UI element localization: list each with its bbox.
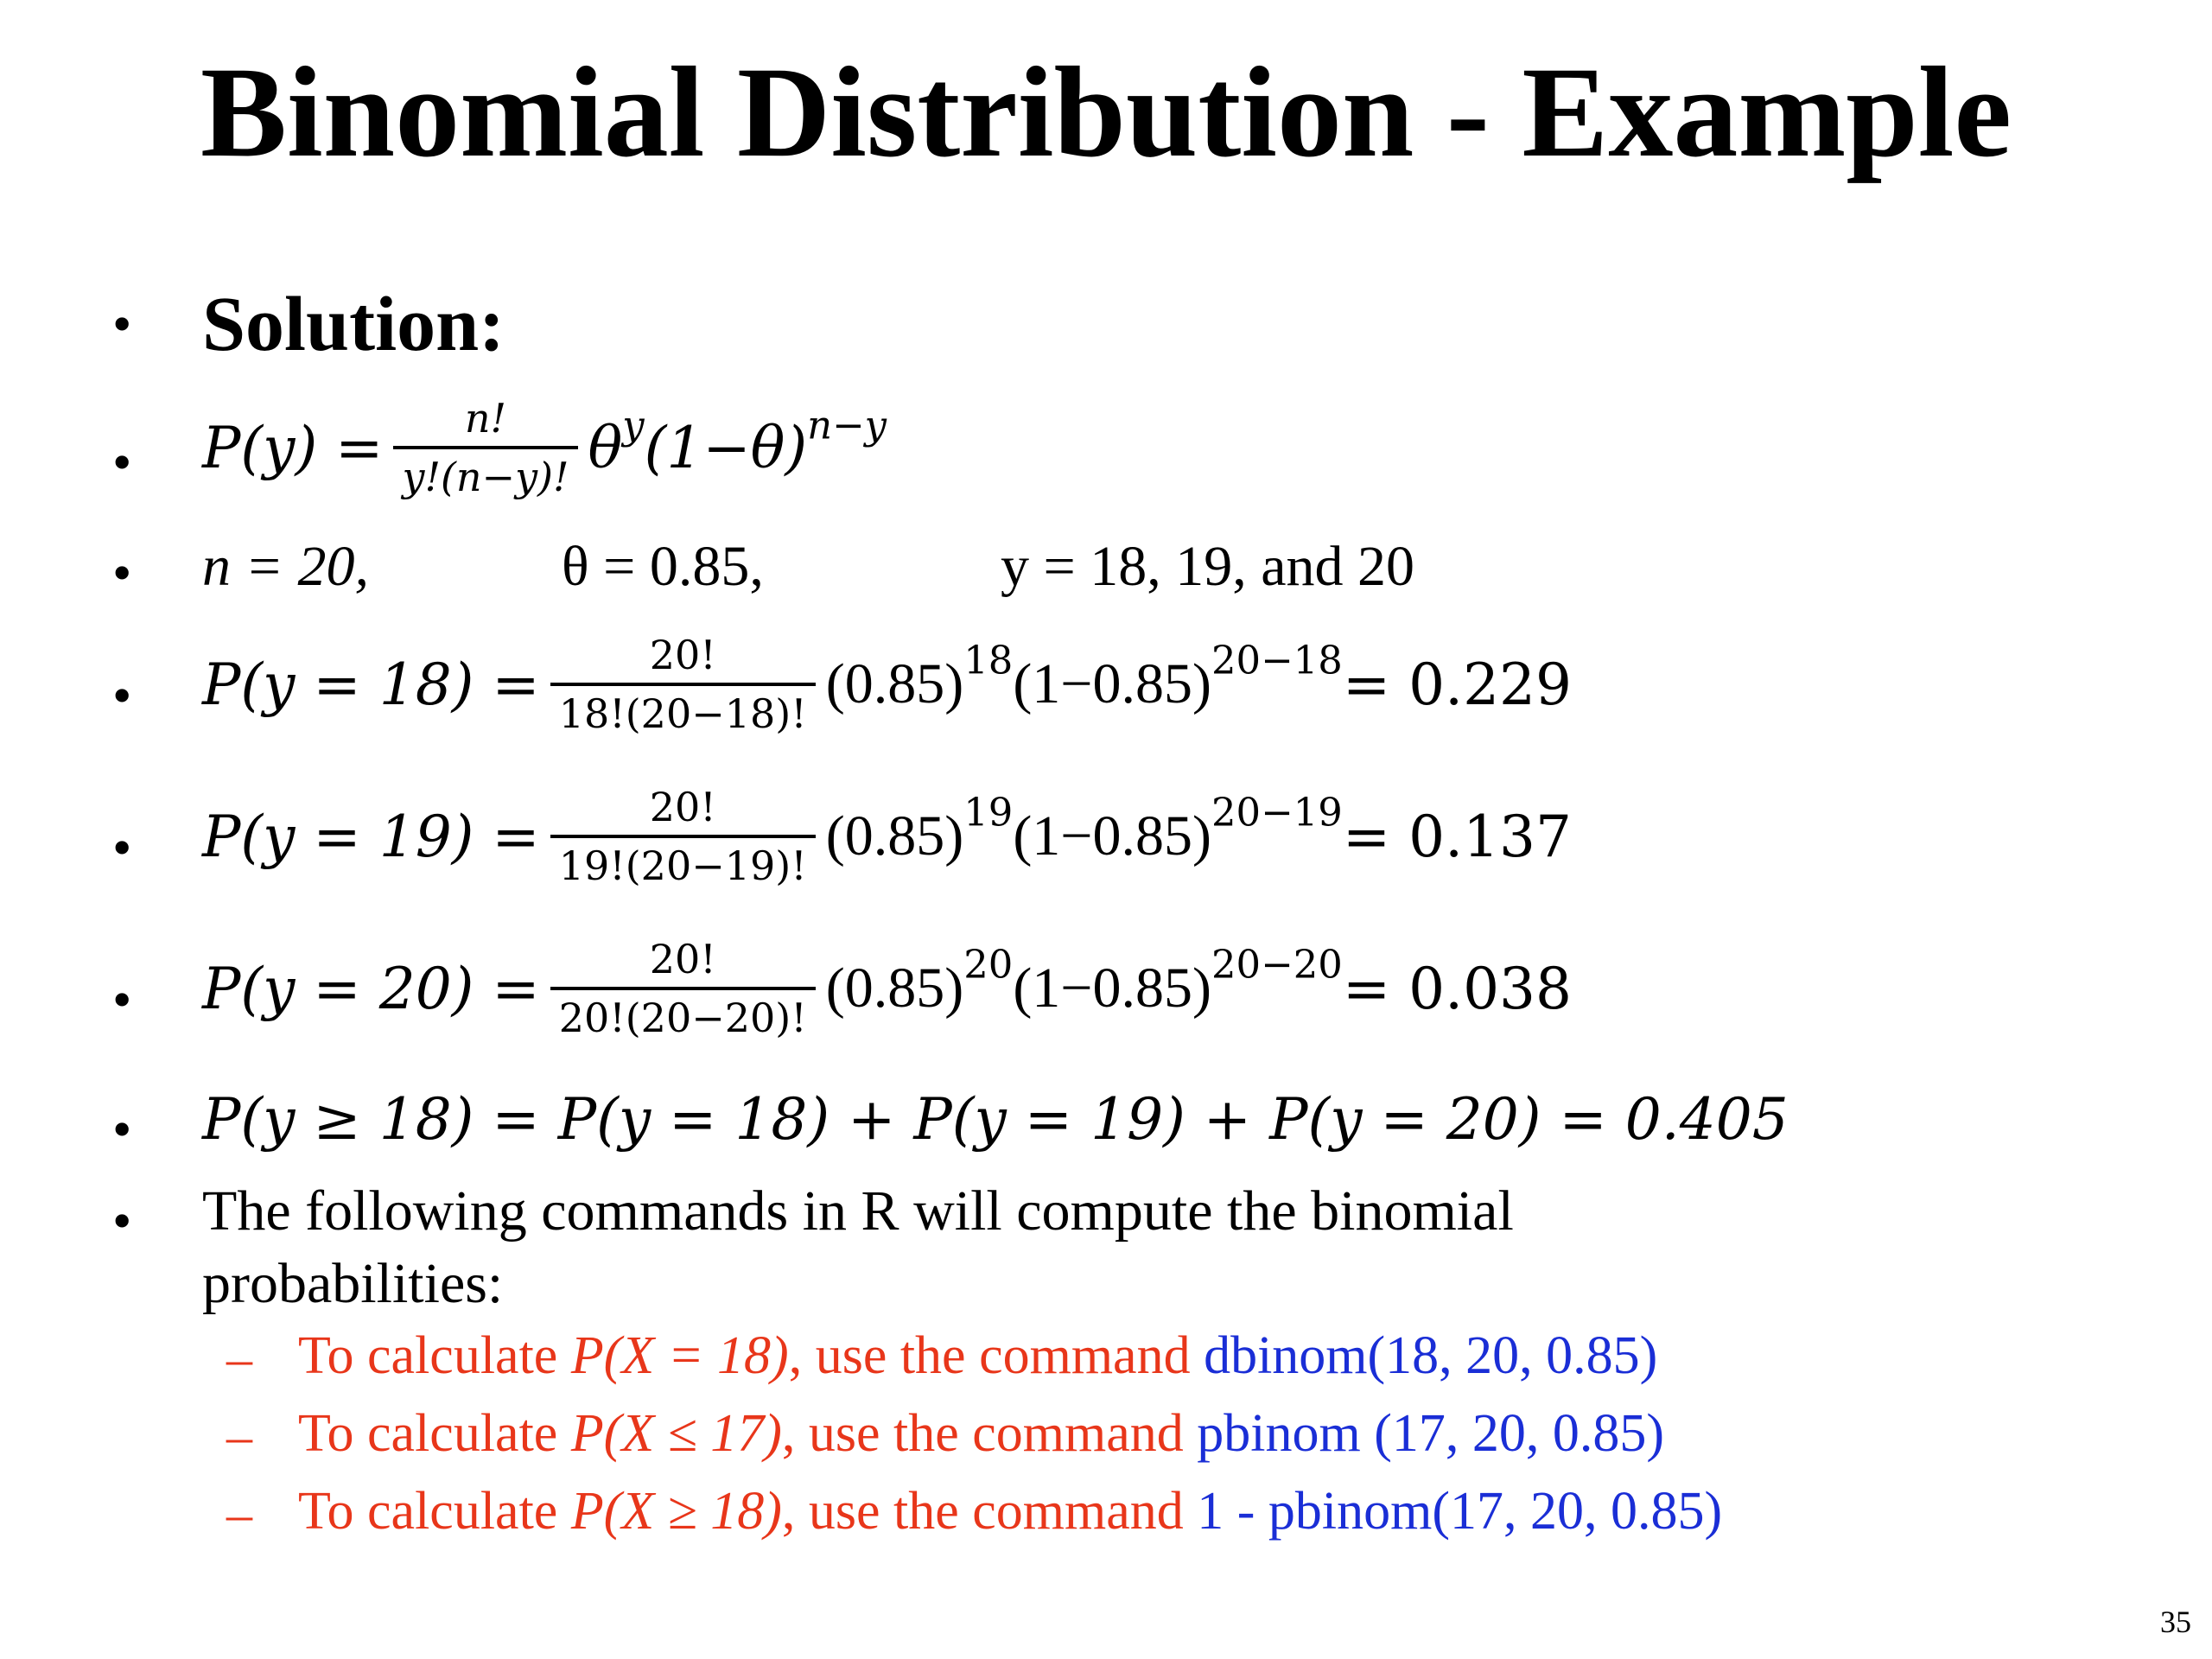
complement-term: $(1-\theta)^{n-y}$ <box>644 401 887 481</box>
fraction-denominator: 19!(20−19)! <box>550 835 816 890</box>
prob-19-result: = 0.137 <box>1342 803 1573 870</box>
prob-19-expression: $(0.85)^{19}(1-0.85)^{20-19}$ <box>825 789 1343 868</box>
r-command: pbinom (17, 20, 0.85) <box>1197 1404 1665 1463</box>
prob-20-result: = 0.038 <box>1342 955 1573 1022</box>
prob-20-row <box>202 935 1572 1042</box>
prob-18-row <box>202 631 1572 738</box>
formula-lhs: P(y) = <box>202 414 384 481</box>
formula-fraction <box>393 394 577 501</box>
prob-19-lhs: P(y = 19) = <box>202 803 540 870</box>
r-command: dbinom(18, 20, 0.85) <box>1204 1326 1658 1385</box>
r-intro-line1: The following commands in R will compute the binomial <box>202 1179 1514 1243</box>
fraction-denominator: 20!(20−20)! <box>550 987 816 1042</box>
prob-19-fraction <box>550 783 816 890</box>
prob-18-lhs: P(y = 18) = <box>202 651 540 718</box>
prob-18-result: = 0.229 <box>1342 651 1573 718</box>
fraction-numerator: 20! <box>649 936 716 982</box>
param-theta: θ = 0.85, <box>562 535 764 598</box>
prob-20-lhs: P(y = 20) = <box>202 955 540 1022</box>
prob-19-row <box>202 783 1572 890</box>
sub-bullet-dbinom: To calculate P(X = 18), use the command dbinom(18, 20, 0.85) <box>298 1326 1658 1385</box>
r-intro-line2: probabilities: <box>202 1252 504 1315</box>
sub-bullet-dash: – <box>226 1330 252 1387</box>
fraction-numerator: 20! <box>649 784 716 830</box>
sub-bullet-dash: – <box>226 1485 252 1542</box>
page-number: 35 <box>2160 1605 2191 1639</box>
prob-20-fraction <box>550 935 816 1042</box>
cumulative-probability: P(y ≥ 18) = P(y = 18) + P(y = 19) + P(y = 20) = 0.405 <box>202 1086 1789 1153</box>
fraction-numerator: 20! <box>649 632 716 678</box>
solution-label: Solution: <box>202 282 505 367</box>
param-n: n = 20, <box>202 535 370 598</box>
prob-18-fraction <box>550 631 816 738</box>
bullet-dot: • <box>112 293 132 354</box>
pmf-formula <box>202 394 887 501</box>
parameters <box>202 532 369 601</box>
sub-bullet-complement: To calculate P(X ≥ 18), use the command 1 - pbinom(17, 20, 0.85) <box>298 1482 1723 1541</box>
theta-term: $\theta^y$ <box>588 401 645 481</box>
bullet-dot: • <box>112 969 132 1030</box>
bullet-dot: • <box>112 664 132 726</box>
bullet-dot: • <box>112 1098 132 1160</box>
r-command: 1 - pbinom(17, 20, 0.85) <box>1197 1482 1723 1541</box>
prob-20-expression: $(0.85)^{20}(1-0.85)^{20-20}$ <box>825 941 1343 1020</box>
param-y: y = 18, 19, and 20 <box>1001 535 1415 598</box>
fraction-denominator: y!(n−y)! <box>393 446 577 501</box>
bullet-dot: • <box>112 817 132 878</box>
bullet-dot: • <box>112 542 132 603</box>
fraction-numerator: n! <box>464 395 507 442</box>
bullet-dot: • <box>112 1190 132 1251</box>
slide-title: Binomial Distribution - Example <box>200 41 2012 184</box>
fraction-denominator: 18!(20−18)! <box>550 683 816 738</box>
prob-18-expression: $(0.85)^{18}(1-0.85)^{20-18}$ <box>825 637 1343 715</box>
sub-bullet-dash: – <box>226 1408 252 1465</box>
sub-bullet-pbinom: To calculate P(X ≤ 17), use the command pbinom (17, 20, 0.85) <box>298 1404 1665 1463</box>
bullet-dot: • <box>112 431 132 493</box>
